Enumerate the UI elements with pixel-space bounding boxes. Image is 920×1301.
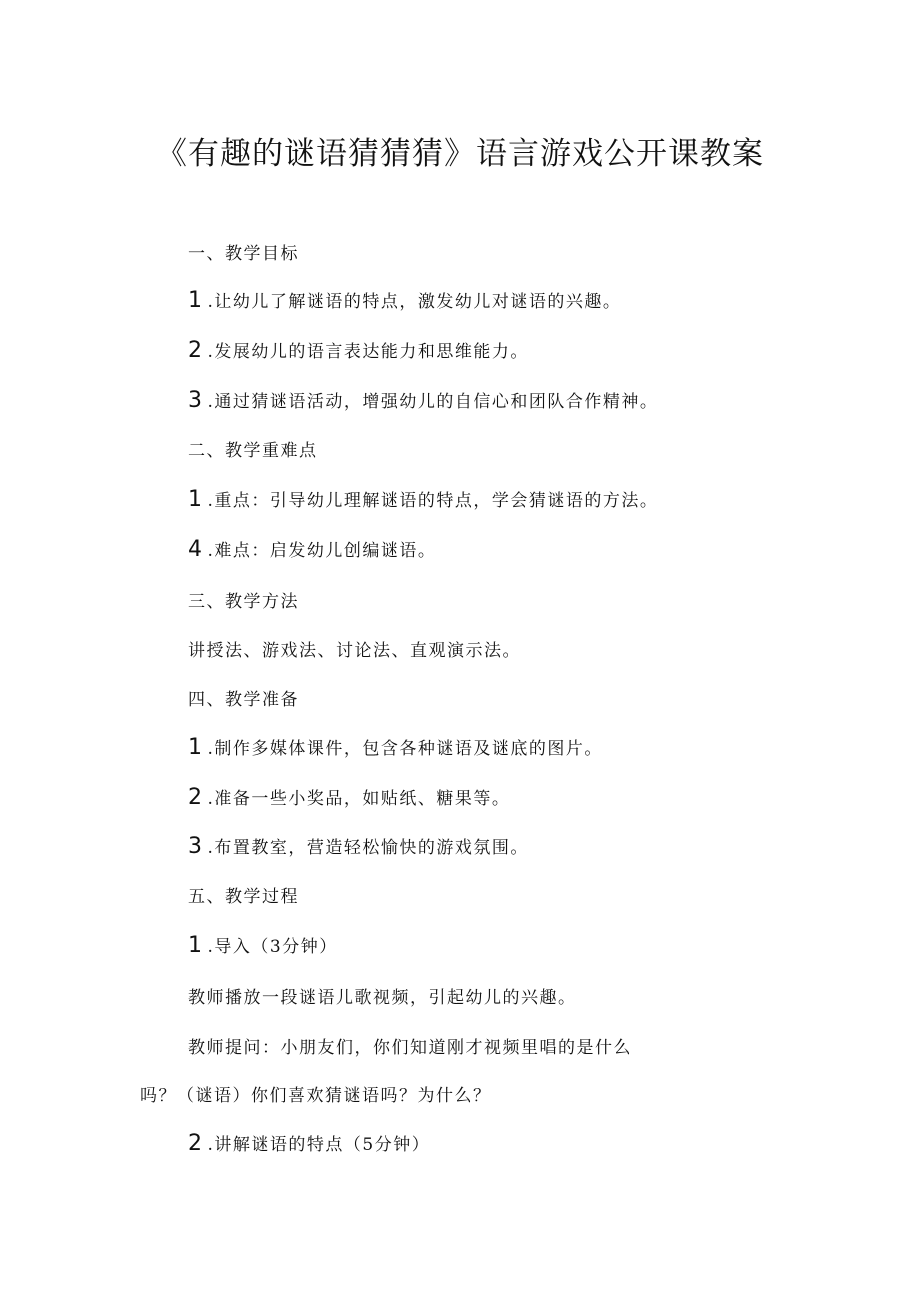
- line-text: 吗？（谜语）你们喜欢猜谜语吗？为什么？: [140, 1086, 492, 1106]
- item-number: 1: [188, 735, 204, 760]
- line-text: 二、教学重难点: [188, 441, 318, 461]
- paragraph: [188, 638, 521, 664]
- line-text: .通过猜谜语活动，增强幼儿的自信心和团队合作精神。: [207, 392, 659, 412]
- line-text: .发展幼儿的语言表达能力和思维能力。: [207, 342, 529, 362]
- list-item: [188, 735, 603, 762]
- section-heading: [188, 438, 318, 464]
- line-text: 三、教学方法: [188, 592, 299, 612]
- item-number: 1: [188, 288, 204, 313]
- line-text: .布置教室，营造轻松愉快的游戏氛围。: [207, 838, 529, 858]
- item-number: 2: [188, 785, 204, 810]
- line-text: 五、教学过程: [188, 887, 299, 907]
- item-number: 4: [188, 537, 204, 562]
- list-item: [188, 388, 658, 415]
- list-item: [188, 933, 338, 960]
- list-item: [188, 834, 529, 861]
- item-number: 3: [188, 388, 204, 413]
- item-number: 1: [188, 933, 204, 958]
- item-number: 1: [188, 487, 204, 512]
- line-text: .难点：启发幼儿创编谜语。: [207, 541, 437, 561]
- paragraph: [188, 1035, 632, 1061]
- list-item: [188, 487, 658, 514]
- item-number: 3: [188, 834, 204, 859]
- line-text: .让幼儿了解谜语的特点，激发幼儿对谜语的兴趣。: [207, 292, 622, 312]
- list-item: [188, 785, 510, 812]
- line-text: 一、教学目标: [188, 244, 299, 264]
- line-text: .重点：引导幼儿理解谜语的特点，学会猜谜语的方法。: [207, 491, 659, 511]
- item-number: 2: [188, 1131, 204, 1156]
- item-number: 2: [188, 338, 204, 363]
- line-text: 讲授法、游戏法、讨论法、直观演示法。: [188, 641, 521, 661]
- document-title: 《有趣的谜语猜猜猜》语言游戏公开课教案: [156, 136, 764, 172]
- line-text: .导入（3分钟）: [207, 937, 338, 957]
- line-text: .制作多媒体课件，包含各种谜语及谜底的图片。: [207, 739, 603, 759]
- list-item: [188, 338, 529, 365]
- line-text: 教师提问：小朋友们，你们知道刚才视频里唱的是什么: [188, 1038, 632, 1058]
- section-heading: [188, 589, 299, 615]
- list-item: [188, 537, 436, 564]
- list-item: [188, 288, 621, 315]
- line-text: 四、教学准备: [188, 690, 299, 710]
- paragraph-continuation: [140, 1083, 492, 1109]
- line-text: .准备一些小奖品，如贴纸、糖果等。: [207, 789, 511, 809]
- section-heading: [188, 884, 299, 910]
- line-text: .讲解谜语的特点（5分钟）: [207, 1135, 431, 1155]
- section-heading: [188, 687, 299, 713]
- section-heading: [188, 241, 299, 267]
- paragraph: [188, 985, 577, 1011]
- line-text: 教师播放一段谜语儿歌视频，引起幼儿的兴趣。: [188, 988, 577, 1008]
- list-item: [188, 1131, 430, 1158]
